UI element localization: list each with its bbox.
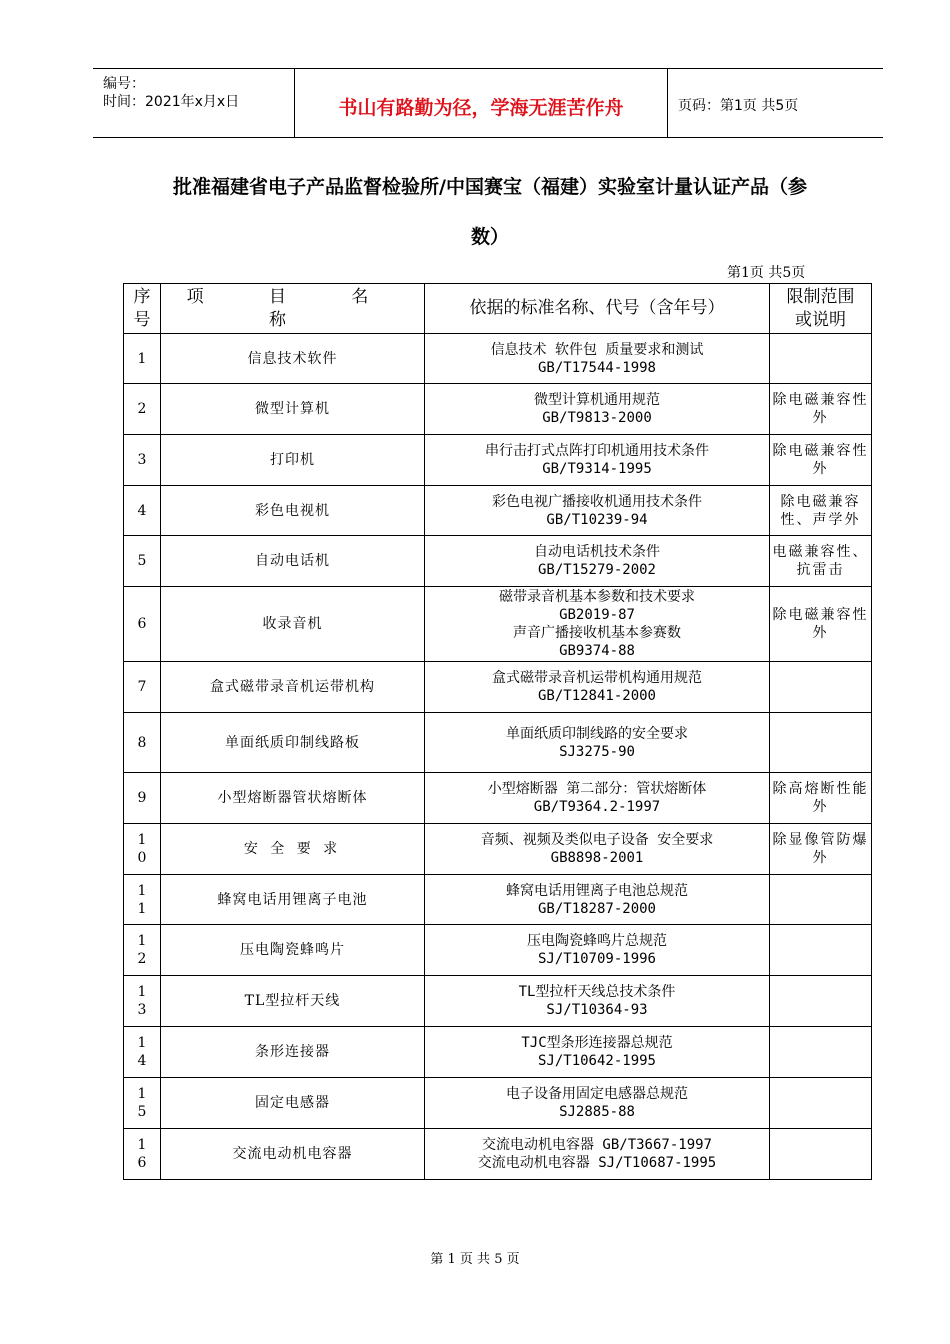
row-seq: 1 5 <box>124 1078 161 1129</box>
row-item-name: 信息技术软件 <box>161 334 425 384</box>
table-row <box>124 925 872 976</box>
header-page-cell <box>668 69 883 137</box>
row-seq: 4 <box>124 486 161 536</box>
row-limit: 除电磁兼容性外 <box>770 384 872 435</box>
row-item-name: 微型计算机 <box>161 384 425 435</box>
row-seq: 1 2 <box>124 925 161 976</box>
header-page-number: 页码：第1页 共5页 <box>678 98 799 114</box>
table-row <box>124 976 872 1027</box>
row-limit: 除显像管防爆外 <box>770 824 872 875</box>
row-item-name: 蜂窝电话用锂离子电池 <box>161 875 425 925</box>
row-item-name: 交流电动机电容器 <box>161 1129 425 1180</box>
row-standard: 小型熔断器 第二部分：管状熔断体 GB/T9364.2-1997 <box>425 773 770 824</box>
table-row <box>124 773 872 824</box>
row-item-name: TL型拉杆天线 <box>161 976 425 1027</box>
document-header <box>93 68 883 138</box>
row-standard: 串行击打式点阵打印机通用技术条件 GB/T9314-1995 <box>425 435 770 486</box>
table-row <box>124 1078 872 1129</box>
row-item-name: 打印机 <box>161 435 425 486</box>
row-seq: 1 <box>124 334 161 384</box>
row-item-name: 安 全 要 求 <box>161 824 425 875</box>
row-limit: 电磁兼容性、抗雷击 <box>770 536 872 587</box>
row-limit <box>770 1129 872 1180</box>
row-seq: 3 <box>124 435 161 486</box>
row-seq: 1 1 <box>124 875 161 925</box>
row-limit <box>770 925 872 976</box>
table-row <box>124 334 872 384</box>
row-standard: TJC型条形连接器总规范 SJ/T10642-1995 <box>425 1027 770 1078</box>
table-row <box>124 486 872 536</box>
header-motto-cell <box>295 69 668 137</box>
row-seq: 1 0 <box>124 824 161 875</box>
row-seq: 8 <box>124 713 161 773</box>
row-limit: 除电磁兼容性外 <box>770 435 872 486</box>
row-seq: 7 <box>124 662 161 713</box>
document-number: 编号： <box>103 76 145 92</box>
certification-table <box>123 283 872 1180</box>
row-standard: 音频、视频及类似电子设备 安全要求 GB8898-2001 <box>425 824 770 875</box>
document-time: 时间：2021年x月x日 <box>103 94 240 110</box>
table-header-row <box>124 284 872 334</box>
row-standard: 微型计算机通用规范 GB/T9813-2000 <box>425 384 770 435</box>
row-seq: 5 <box>124 536 161 587</box>
page-footer: 第 1 页 共 5 页 <box>430 1252 520 1267</box>
row-limit <box>770 1078 872 1129</box>
row-standard: 信息技术 软件包 质量要求和测试 GB/T17544-1998 <box>425 334 770 384</box>
row-limit: 除电磁兼容性、声学外 <box>770 486 872 536</box>
header-limit <box>770 284 872 334</box>
row-limit: 除高熔断性能外 <box>770 773 872 824</box>
header-seq-label: 序 号 <box>133 286 151 330</box>
row-seq: 1 4 <box>124 1027 161 1078</box>
row-item-name: 压电陶瓷蜂鸣片 <box>161 925 425 976</box>
row-standard: 自动电话机技术条件 GB/T15279-2002 <box>425 536 770 587</box>
row-seq: 6 <box>124 587 161 662</box>
row-item-name: 条形连接器 <box>161 1027 425 1078</box>
row-limit <box>770 976 872 1027</box>
row-seq: 1 3 <box>124 976 161 1027</box>
row-item-name: 自动电话机 <box>161 536 425 587</box>
row-limit: 除电磁兼容性外 <box>770 587 872 662</box>
header-limit-label: 限制范围 或说明 <box>786 286 855 330</box>
table-row <box>124 824 872 875</box>
row-standard: 彩色电视广播接收机通用技术条件 GB/T10239-94 <box>425 486 770 536</box>
header-seq <box>124 284 161 334</box>
document-title-line1: 批准福建省电子产品监督检验所/中国赛宝（福建）实验室计量认证产品（参 <box>173 176 807 198</box>
row-standard: 蜂窝电话用锂离子电池总规范 GB/T18287-2000 <box>425 875 770 925</box>
table-row <box>124 536 872 587</box>
table-row <box>124 713 872 773</box>
table-row <box>124 1129 872 1180</box>
row-standard: 压电陶瓷蜂鸣片总规范 SJ/T10709-1996 <box>425 925 770 976</box>
document-title-line2: 数） <box>470 226 509 248</box>
row-seq: 1 6 <box>124 1129 161 1180</box>
header-meta-cell <box>93 69 295 137</box>
header-item: 项 目 名 称 <box>161 284 425 334</box>
row-limit <box>770 875 872 925</box>
row-standard: 电子设备用固定电感器总规范 SJ2885-88 <box>425 1078 770 1129</box>
row-item-name: 固定电感器 <box>161 1078 425 1129</box>
table-row <box>124 587 872 662</box>
row-standard: 盒式磁带录音机运带机构通用规范 GB/T12841-2000 <box>425 662 770 713</box>
row-standard: 交流电动机电容器 GB/T3667-1997 交流电动机电容器 SJ/T10687-1995 <box>425 1129 770 1180</box>
row-limit <box>770 334 872 384</box>
row-limit <box>770 1027 872 1078</box>
table-row <box>124 662 872 713</box>
row-seq: 9 <box>124 773 161 824</box>
header-standard: 依据的标准名称、代号（含年号） <box>425 284 770 334</box>
row-item-name: 收录音机 <box>161 587 425 662</box>
table-row <box>124 875 872 925</box>
row-standard: TL型拉杆天线总技术条件 SJ/T10364-93 <box>425 976 770 1027</box>
row-item-name: 单面纸质印制线路板 <box>161 713 425 773</box>
table-row <box>124 1027 872 1078</box>
row-item-name: 盒式磁带录音机运带机构 <box>161 662 425 713</box>
table-row <box>124 435 872 486</box>
table-page-info: 第1页 共5页 <box>727 265 806 281</box>
row-item-name: 小型熔断器管状熔断体 <box>161 773 425 824</box>
row-standard: 单面纸质印制线路的安全要求 SJ3275-90 <box>425 713 770 773</box>
row-limit <box>770 713 872 773</box>
row-standard: 磁带录音机基本参数和技术要求 GB2019-87 声音广播接收机基本参赛数 GB9374-88 <box>425 587 770 662</box>
row-item-name: 彩色电视机 <box>161 486 425 536</box>
row-seq: 2 <box>124 384 161 435</box>
motto-text: 书山有路勤为径，学海无涯苦作舟 <box>338 97 624 119</box>
table-row <box>124 384 872 435</box>
row-limit <box>770 662 872 713</box>
